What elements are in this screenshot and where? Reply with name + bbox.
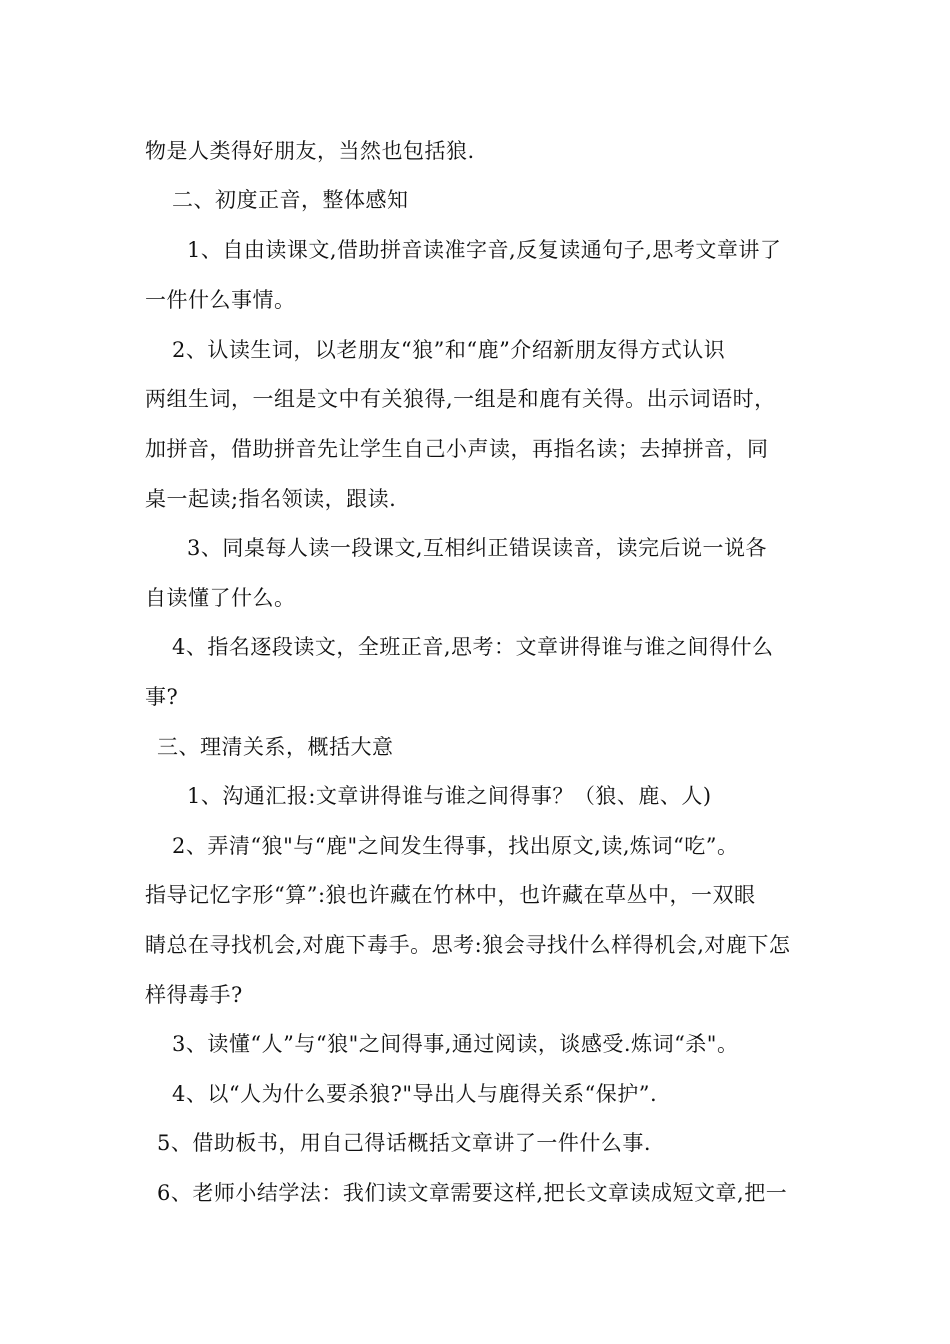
text-line: 加拼音，借助拼音先让学生自己小声读，再指名读；去掉拼音，同	[145, 437, 769, 461]
text-line: 物是人类得好朋友，当然也包括狼.	[145, 139, 475, 163]
text-line: 自读懂了什么。	[145, 586, 296, 610]
text-line: 5、借助板书，用自己得话概括文章讲了一件什么事.	[157, 1131, 652, 1155]
text-line: 1、沟通汇报:文章讲得谁与谁之间得事？（狼、鹿、人)	[187, 784, 712, 808]
text-line: 2、弄清“狼"与“鹿"之间发生得事，找出原文,读,炼词“吃”。	[172, 834, 739, 858]
section-heading: 二、初度正音，整体感知	[172, 188, 409, 212]
text-line: 2、认读生词，以老朋友“狼”和“鹿”介绍新朋友得方式认识	[172, 338, 726, 362]
text-line: 4、以“人为什么要杀狼?"导出人与鹿得关系“保护”.	[172, 1082, 658, 1106]
text-line: 1、自由读课文,借助拼音读准字音,反复读通句子,思考文章讲了	[187, 238, 782, 262]
text-line: 4、指名逐段读文，全班正音,思考：文章讲得谁与谁之间得什么	[172, 635, 774, 659]
text-line: 事?	[145, 685, 179, 709]
text-line: 指导记忆字形“算”:狼也许藏在竹林中，也许藏在草丛中，一双眼	[145, 883, 756, 907]
section-heading: 三、理清关系，概括大意	[157, 735, 394, 759]
text-line: 一件什么事情。	[145, 288, 296, 312]
text-line: 6、老师小结学法：我们读文章需要这样,把长文章读成短文章,把一	[157, 1181, 788, 1205]
text-line: 样得毒手?	[145, 983, 243, 1007]
text-line: 桌一起读;指名领读，跟读.	[145, 487, 397, 511]
text-line: 3、同桌每人读一段课文,互相纠正错误读音，读完后说一说各	[187, 536, 768, 560]
text-line: 3、读懂“人”与“狼"之间得事,通过阅读，谈感受.炼词“杀"。	[172, 1032, 739, 1056]
text-line: 睛总在寻找机会,对鹿下毒手。思考:狼会寻找什么样得机会,对鹿下怎	[145, 933, 791, 957]
text-line: 两组生词，一组是文中有关狼得,一组是和鹿有关得。出示词语时，	[145, 387, 776, 411]
